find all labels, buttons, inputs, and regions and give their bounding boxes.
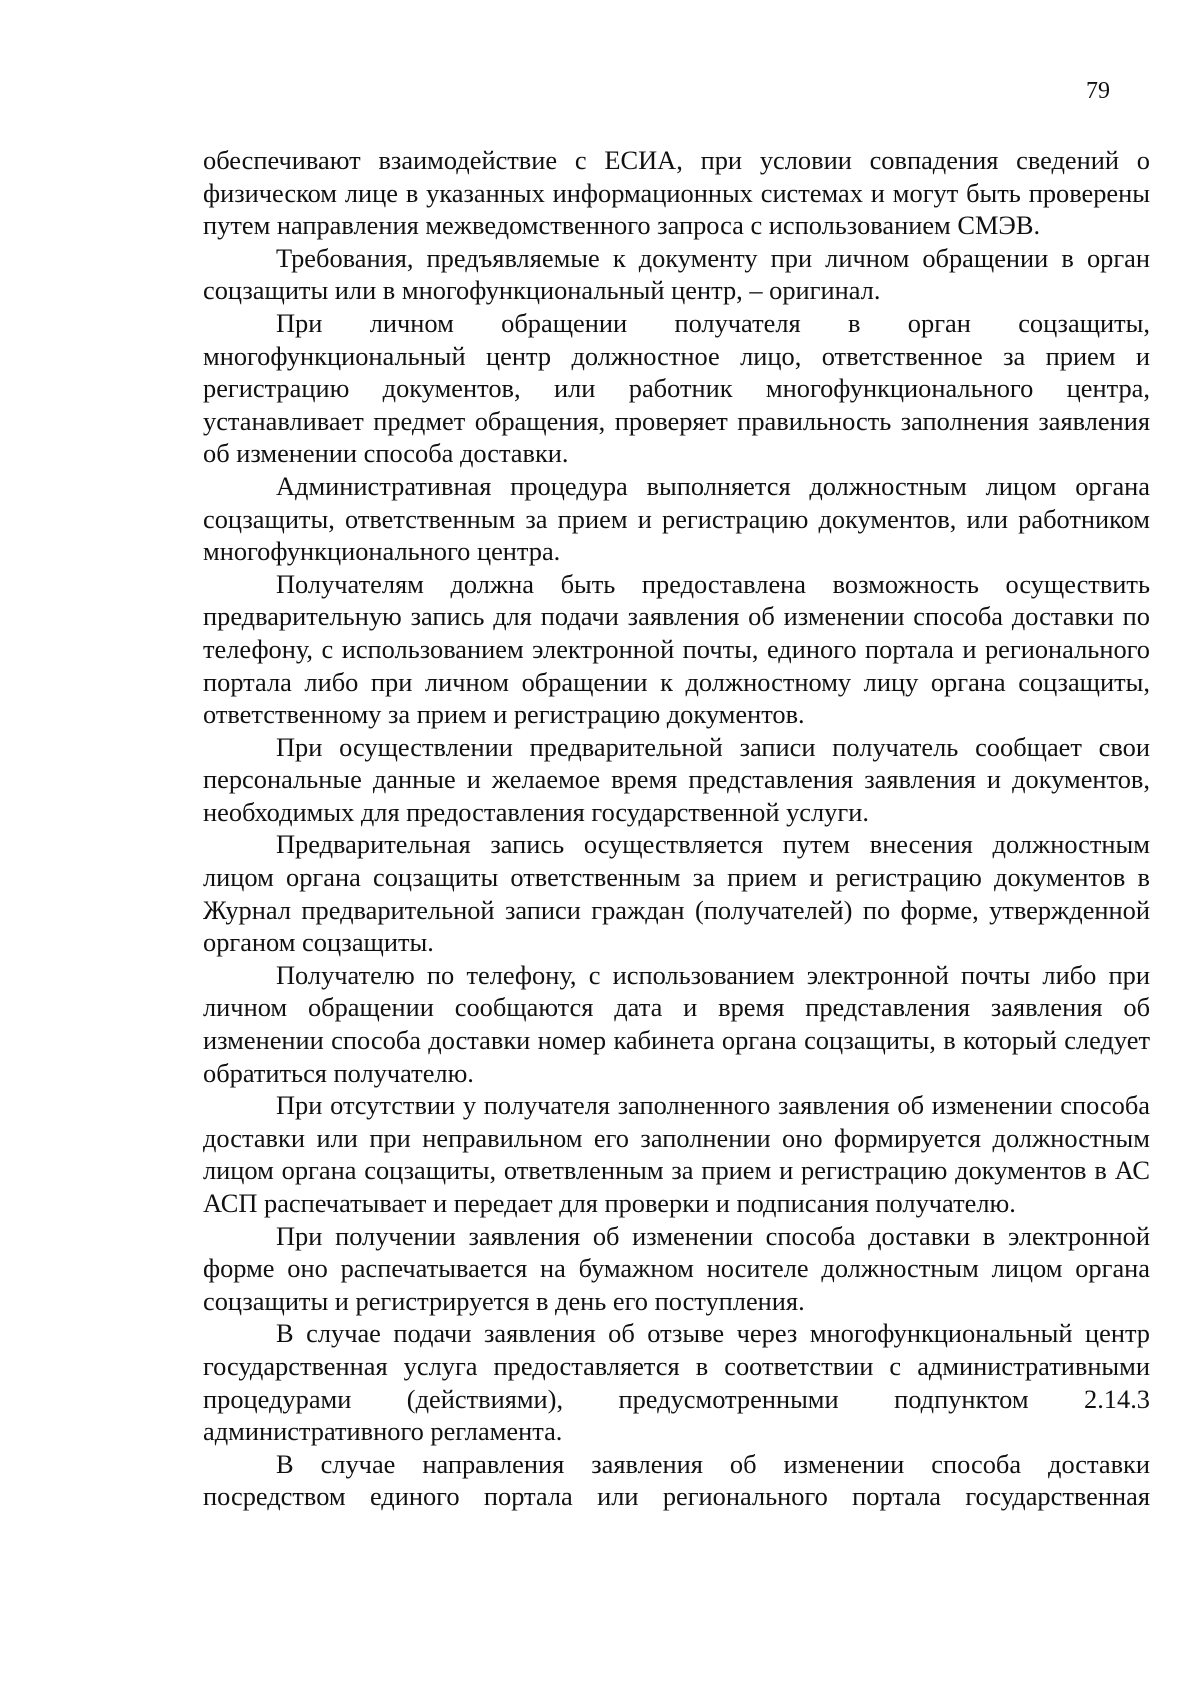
paragraph: При личном обращении получателя в орган соцзащиты, многофункциональный центр должностное лицо, ответственное за прием и регистрацию документов, или работник многофункционального центра, устанавливает предмет обращения, проверяет правильность заполнения заявления об изменении способа доставки. — [203, 307, 1150, 469]
page-number: 79 — [1086, 78, 1110, 104]
document-body — [203, 144, 1150, 1513]
paragraph: Административная процедура выполняется должностным лицом органа соцзащиты, ответственным за прием и регистрацию документов, или работником многофункционального центра. — [203, 470, 1150, 567]
paragraph-continuation: обеспечивают взаимодействие с ЕСИА, при условии совпадения сведений о физическом лице в указанных информационных системах и могут быть проверены путем направления межведомственного запроса с использованием СМЭВ. — [203, 145, 1150, 241]
paragraph: Получателю по телефону, с использованием электронной почты либо при личном обращении сообщаются дата и время представления заявления об изменении способа доставки номер кабинета органа соцзащиты, в который следует обратиться получателю. — [203, 959, 1150, 1088]
paragraph: При осуществлении предварительной записи получатель сообщает свои персональные данные и желаемое время представления заявления и документов, необходимых для предоставления государственной услуги. — [203, 731, 1150, 827]
paragraph: В случае подачи заявления об отзыве через многофункциональный центр государственная услуга предоставляется в соответствии с административными процедурами (действиями), предусмотренными подпунктом 2.14.3 административного регламента. — [203, 1318, 1150, 1447]
paragraph: Получателям должна быть предоставлена возможность осуществить предварительную запись для подачи заявления об изменении способа доставки по телефону, с использованием электронной почты, единого портала и регионального портала либо при личном обращении к должностному лицу органа соцзащиты, ответственному за прием и регистрацию документов. — [203, 568, 1150, 730]
paragraph: При получении заявления об изменении способа доставки в электронной форме оно распечатывается на бумажном носителе должностным лицом органа соцзащиты и регистрируется в день его поступления. — [203, 1220, 1150, 1316]
paragraph-truncated: В случае направления заявления об изменении способа доставки посредством единого портала или регионального портала государственная — [203, 1448, 1150, 1512]
paragraph: Предварительная запись осуществляется путем внесения должностным лицом органа соцзащиты ответственным за прием и регистрацию документов в Журнал предварительной записи граждан (получателей) по форме, утвержденной органом соцзащиты. — [203, 829, 1150, 958]
paragraph: Требования, предъявляемые к документу при личном обращении в орган соцзащиты или в многофункциональный центр, – оригинал. — [203, 242, 1150, 306]
paragraph: При отсутствии у получателя заполненного заявления об изменении способа доставки или при неправильном его заполнении оно формируется должностным лицом органа соцзащиты, ответвленным за прием и регистрацию документов в АС АСП распечатывает и передает для проверки и подписания получателю. — [203, 1090, 1150, 1218]
